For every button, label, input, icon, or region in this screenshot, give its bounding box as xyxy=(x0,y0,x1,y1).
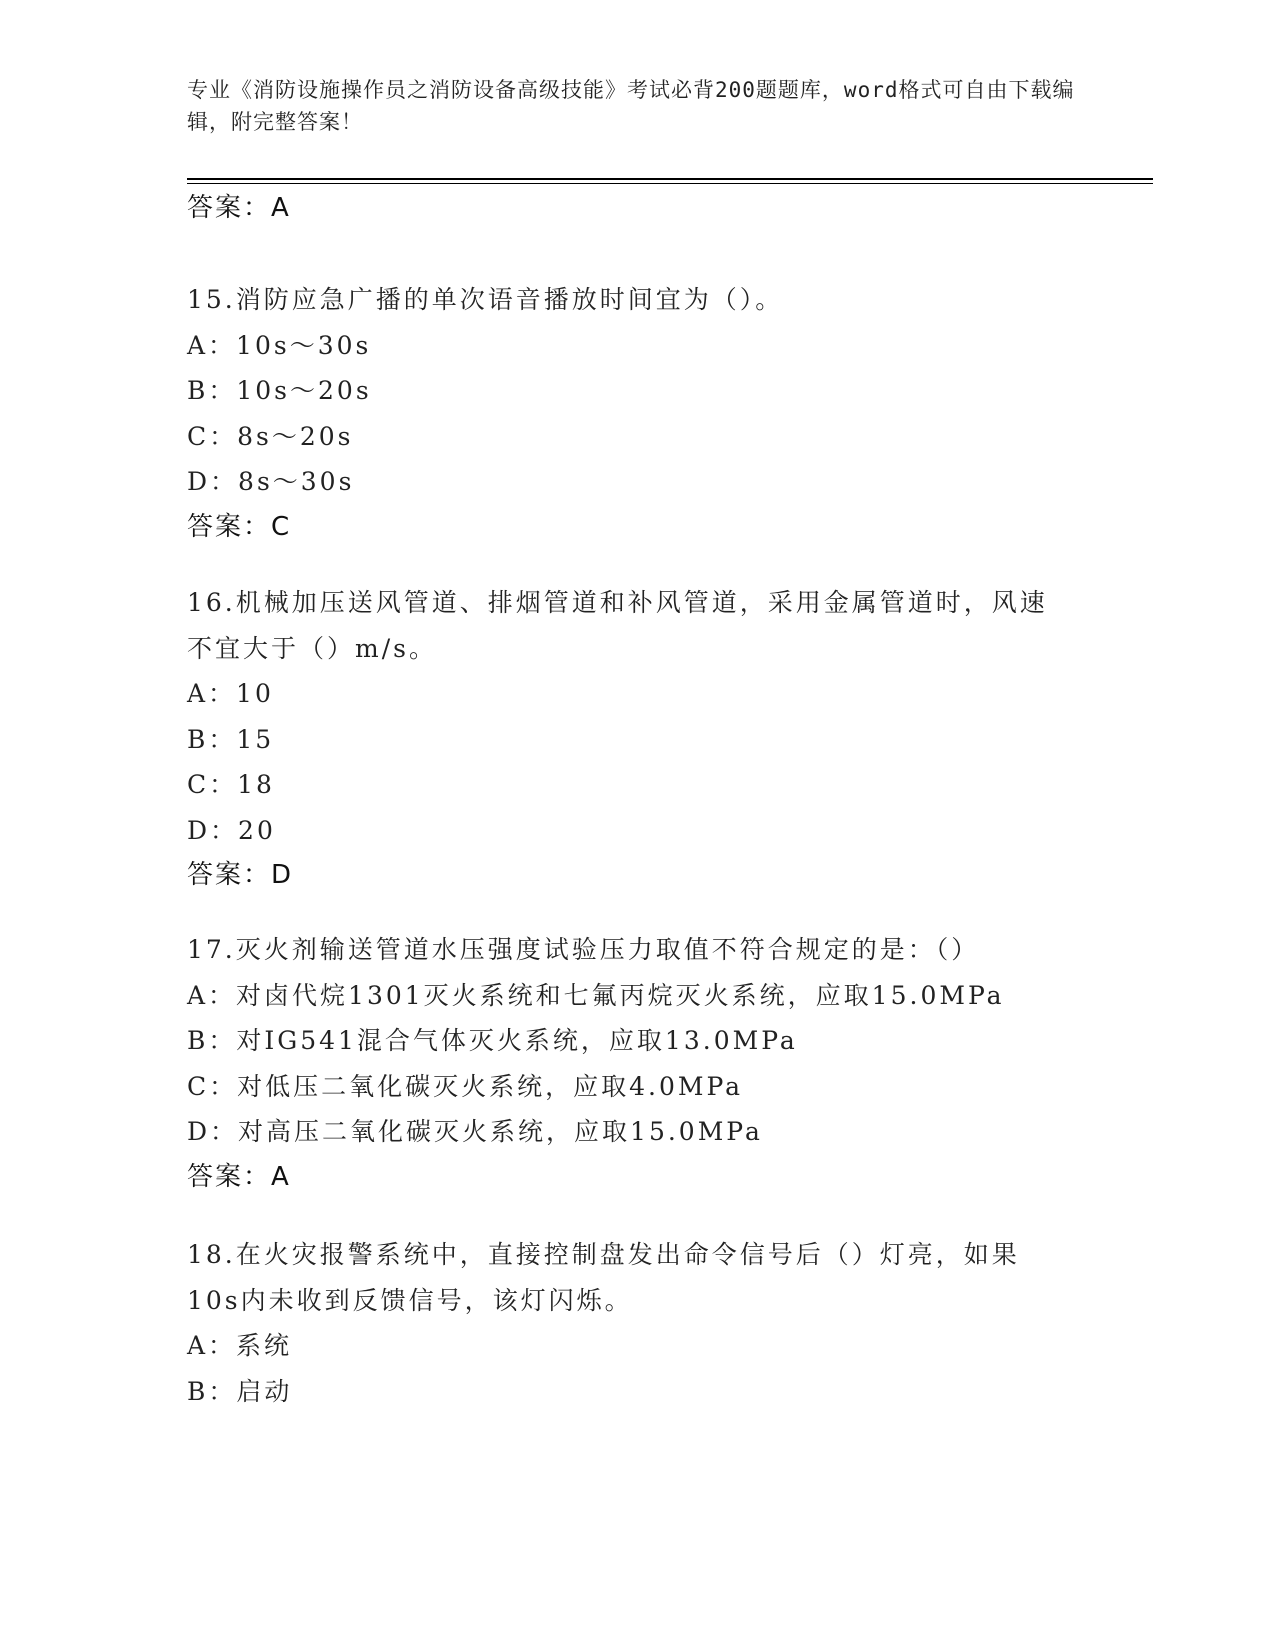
prev-answer-block xyxy=(187,186,1087,232)
question-stem-line-2: 不宜大于（）m/s。 xyxy=(187,633,437,663)
option-a: A：对卤代烷1301灭火系统和七氟丙烷灭火系统，应取15.0MPa xyxy=(187,980,1005,1010)
question-stem-line-2: 10s内未收到反馈信号，该灯闪烁。 xyxy=(187,1285,633,1315)
option-b: B：15 xyxy=(187,724,275,754)
option-b: B：10s～20s xyxy=(187,376,372,405)
option-c: C：8s～20s xyxy=(187,421,354,451)
option-b: B：启动 xyxy=(187,1376,293,1406)
option-c: C：18 xyxy=(187,770,275,799)
option-d: D：20 xyxy=(187,815,276,845)
header-rule-thick xyxy=(187,178,1153,180)
answer-line: 答案：A xyxy=(187,1161,291,1192)
question-15 xyxy=(187,277,1087,550)
option-c: C：对低压二氧化碳灭火系统，应取4.0MPa xyxy=(187,1071,744,1101)
question-17 xyxy=(187,927,1087,1200)
option-a: A：系统 xyxy=(187,1331,293,1360)
answer-line: 答案：C xyxy=(187,511,292,542)
option-d: D：8s～30s xyxy=(187,467,355,496)
option-d: D：对高压二氧化碳灭火系统，应取15.0MPa xyxy=(187,1117,763,1146)
question-stem: 17.灭火剂输送管道水压强度试验压力取值不符合规定的是：（） xyxy=(187,935,980,964)
answer-line: 答案：D xyxy=(187,860,294,890)
question-stem: 15.消防应急广播的单次语音播放时间宜为（）。 xyxy=(187,285,784,314)
question-stem-line-1: 16.机械加压送风管道、排烟管道和补风管道，采用金属管道时，风速 xyxy=(187,588,1048,617)
option-a: A：10 xyxy=(187,679,274,708)
question-18 xyxy=(187,1232,1087,1414)
answer-line: 答案：A xyxy=(187,193,291,223)
question-16 xyxy=(187,580,1087,899)
option-b: B：对IG541混合气体灭火系统，应取13.0MPa xyxy=(187,1026,798,1055)
document-intro: 专业《消防设施操作员之消防设备高级技能》考试必背200题题库，word格式可自由下载编辑，附完整答案！ xyxy=(187,78,1075,134)
option-a: A：10s～30s xyxy=(187,330,372,360)
header-rule-thin xyxy=(187,183,1153,184)
question-stem-line-1: 18.在火灾报警系统中，直接控制盘发出命令信号后（）灯亮，如果 xyxy=(187,1240,1020,1269)
